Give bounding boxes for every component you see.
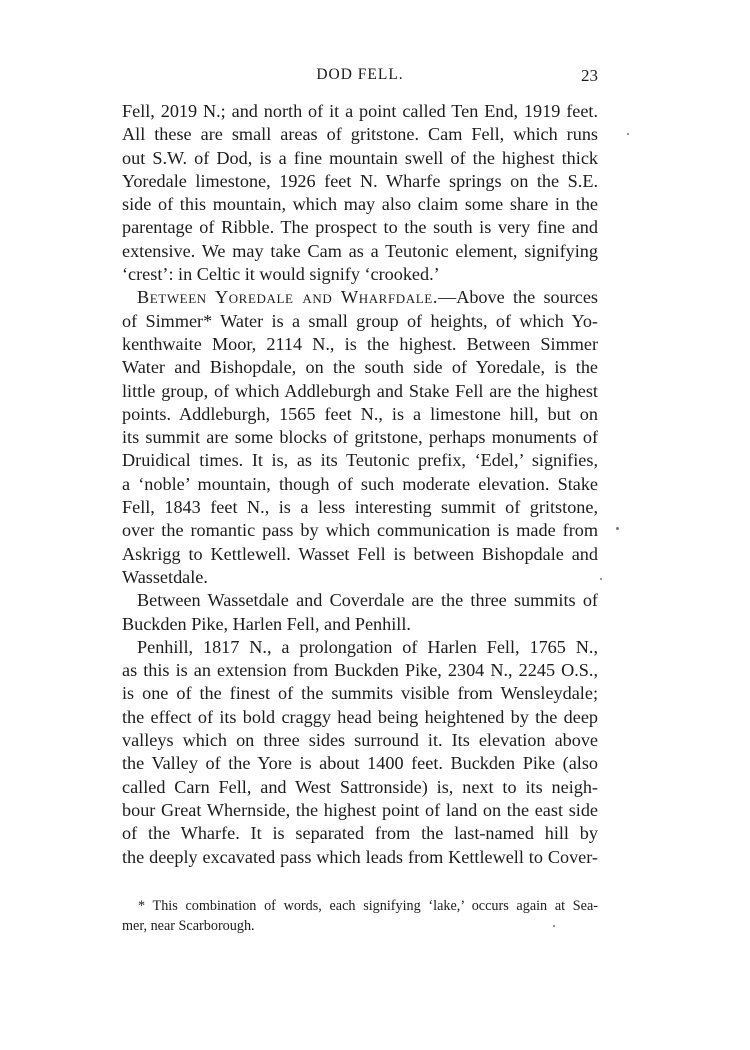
running-head	[122, 66, 598, 90]
text-line: of the Wharfe. It is separated from the last-named hill by	[122, 823, 598, 844]
text-line: Water and Bishopdale, on the south side of Yoredale, is the	[122, 357, 598, 378]
text-line: parentage of Ribble. The prospect to the south is very fine and	[122, 217, 598, 238]
text-line: All these are small areas of gritstone. Cam Fell, which runs	[122, 124, 598, 145]
text-line	[122, 286, 598, 309]
text-line: Between Wassetdale and Coverdale are the three summits of	[137, 590, 598, 611]
text-line: little group, of which Addleburgh and Stake Fell are the highest	[122, 380, 598, 401]
text-line: extensive. We may take Cam as a Teutonic element, signifying	[122, 240, 598, 261]
running-title: DOD FELL.	[316, 66, 404, 83]
text-line: as this is an extension from Buckden Pike, 2304 N., 2245 O.S.,	[122, 660, 598, 681]
text-line: points. Addleburgh, 1565 feet N., is a limestone hill, but on	[122, 403, 598, 424]
text-line: Fell, 1843 feet N., is a less interesting summit of gritstone,	[122, 497, 598, 518]
text-line: is one of the finest of the summits visible from Wensleydale;	[122, 683, 598, 704]
text-line: Penhill, 1817 N., a prolongation of Harlen Fell, 1765 N.,	[137, 636, 598, 657]
text-line: the deeply excavated pass which leads from Kettlewell to Cover-	[122, 846, 598, 867]
text-line-rest: —Above the sources	[438, 287, 598, 308]
text-line: kenthwaite Moor, 2114 N., is the highest. Between Simmer	[122, 333, 598, 354]
paragraph-2	[122, 286, 598, 589]
text-line: the Valley of the Yore is about 1400 feet. Buckden Pike (also	[122, 753, 598, 774]
paragraph-4	[122, 636, 598, 869]
text-line: bour Great Whernside, the highest point of land on the east side	[122, 799, 598, 820]
text-line: out S.W. of Dod, is a fine mountain swell of the highest thick	[122, 147, 598, 168]
paragraph-1	[122, 100, 598, 286]
body-text	[122, 100, 598, 869]
text-line: of Simmer* Water is a small group of heights, of which Yo-	[122, 310, 598, 331]
text-line: Druidical times. It is, as its Teutonic prefix, ‘Edel,’ signifies,	[122, 450, 598, 471]
footnote-line: mer, near Scarborough.	[122, 917, 255, 934]
paragraph-3	[122, 589, 598, 636]
scan-speck	[600, 578, 602, 580]
scan-speck	[627, 133, 629, 135]
scan-speck	[553, 925, 555, 927]
scan-speck	[616, 527, 619, 530]
text-line: side of this mountain, which may also claim some share in the	[122, 194, 598, 215]
text-line: valleys which on three sides surround it. Its elevation above	[122, 730, 598, 751]
text-line: over the romantic pass by which communication is made from	[122, 520, 598, 541]
text-line: Yoredale limestone, 1926 feet N. Wharfe springs on the S.E.	[122, 170, 598, 191]
text-line: Askrigg to Kettlewell. Wasset Fell is between Bishopdale and	[122, 543, 598, 564]
text-line: its summit are some blocks of gritstone, perhaps monuments of	[122, 427, 598, 448]
text-line: Buckden Pike, Harlen Fell, and Penhill.	[122, 613, 411, 634]
text-line: ‘crest’: in Celtic it would signify ‘crooked.’	[122, 264, 440, 285]
text-line: Fell, 2019 N.; and north of it a point called Ten End, 1919 feet.	[122, 101, 598, 121]
page-number: 23	[581, 66, 598, 85]
footnote-line: * This combination of words, each signifying ‘lake,’ occurs again at Sea-	[138, 898, 598, 914]
text-line: Wassetdale.	[122, 566, 208, 587]
text-line: called Carn Fell, and West Sattronside) is, next to its neigh-	[122, 776, 598, 797]
section-heading: Between Yoredale and Wharfdale.	[137, 287, 438, 308]
text-line: the effect of its bold craggy head being heightened by the deep	[122, 706, 598, 727]
footnote	[122, 897, 598, 936]
text-line: a ‘noble’ mountain, though of such moderate elevation. Stake	[122, 473, 598, 494]
